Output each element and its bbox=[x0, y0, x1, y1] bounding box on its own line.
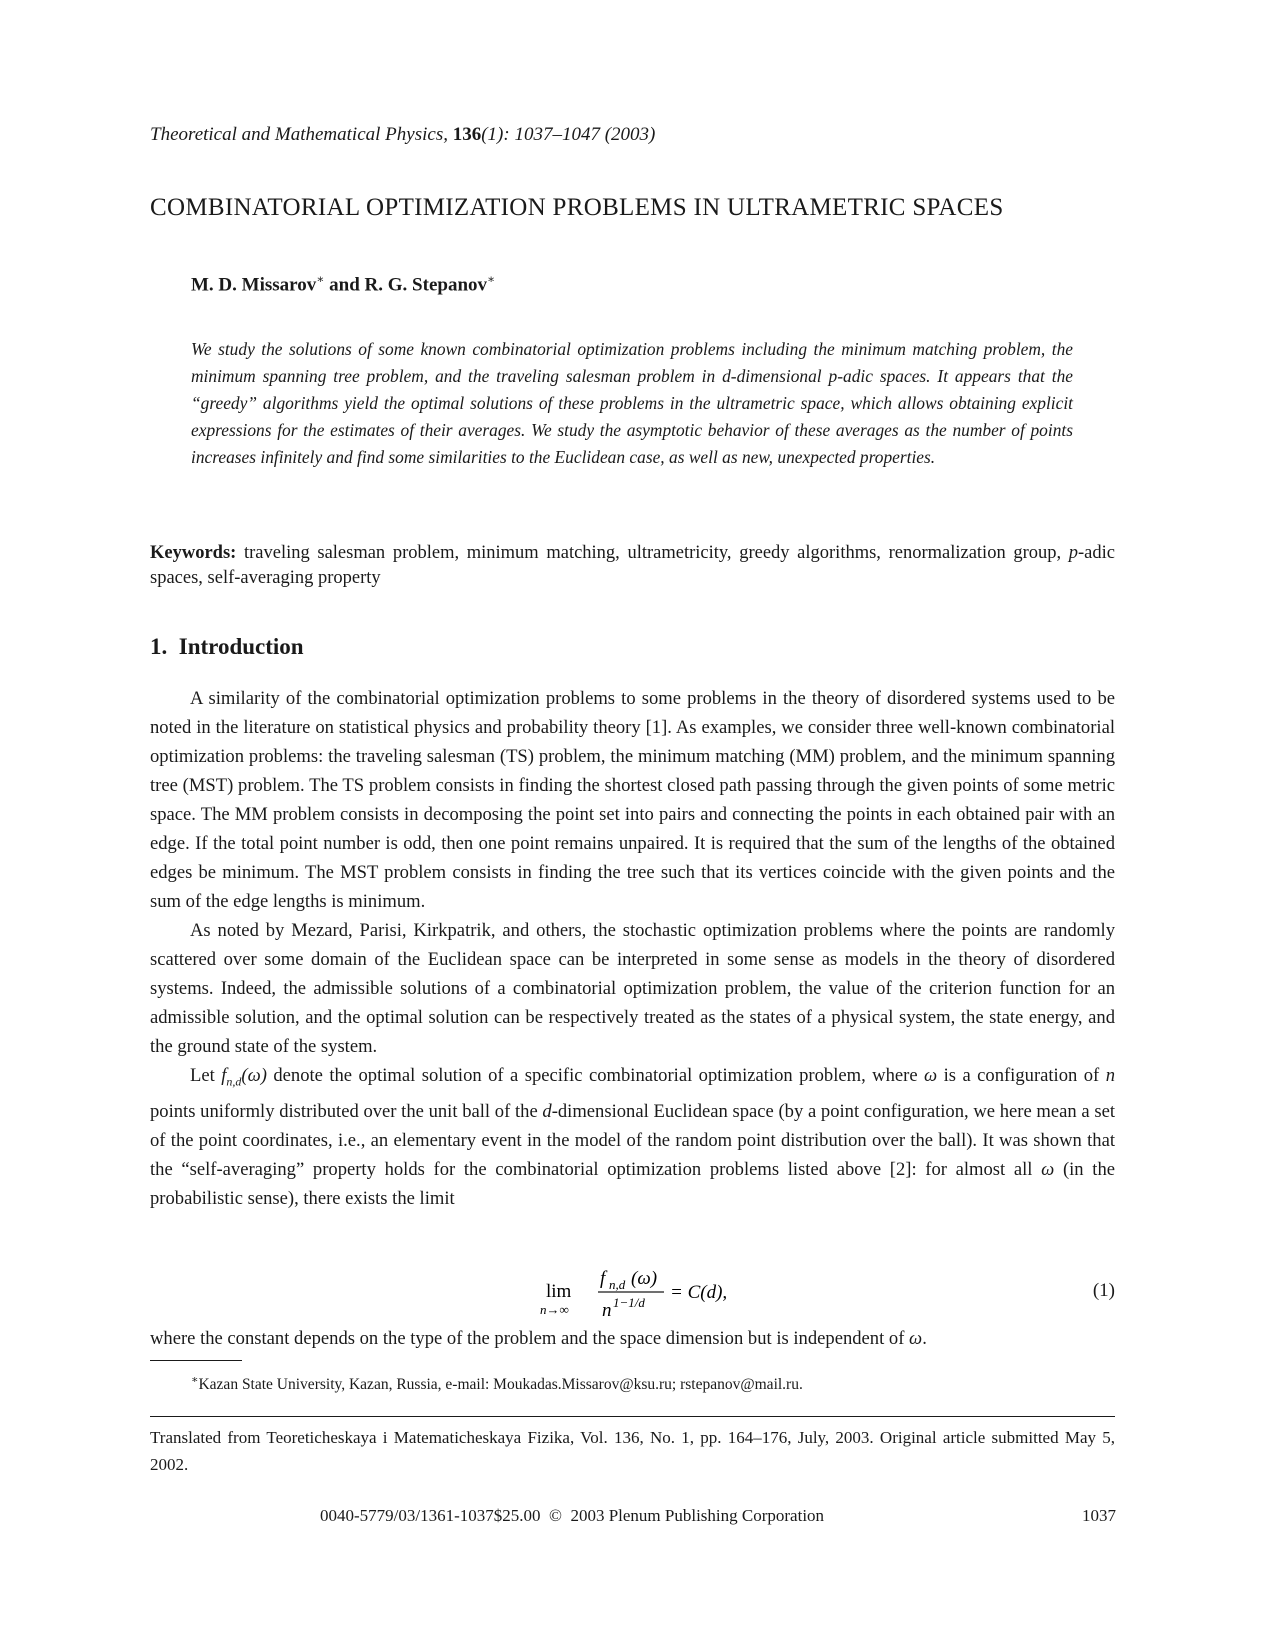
author-footnote-mark: ∗ bbox=[316, 272, 325, 286]
section-title: Introduction bbox=[178, 634, 304, 659]
page-number: 1037 bbox=[1082, 1506, 1116, 1525]
text: (in the probabilistic sense), there exists the limit bbox=[150, 1158, 1115, 1209]
eq-den-exp: 1−1/d bbox=[613, 1295, 645, 1310]
math-omega: ω bbox=[1041, 1158, 1055, 1180]
copyright-line bbox=[320, 1506, 824, 1526]
eq-lim: lim bbox=[546, 1281, 572, 1302]
math-omega: ω bbox=[924, 1065, 938, 1086]
after-equation-text bbox=[150, 1324, 1115, 1353]
journal-name: Theoretical and Mathematical Physics, bbox=[150, 124, 448, 145]
issn-code: 0040-5779/03/1361-1037$25.00 bbox=[320, 1506, 541, 1525]
text: -dimensional Euclidean space (by a point configuration, we here mean a set of the point coordinates, i.e., an elementary event in the model of the random point distribution over the ball). It was shown that the “self-averaging” property holds for the combinatorial optimization problems listed above [2]: for almost all bbox=[150, 1100, 1115, 1180]
text: denote the optimal solution of a specific combinatorial optimization problem, where bbox=[266, 1065, 925, 1086]
author-and: and bbox=[329, 274, 360, 296]
keywords-text: -adic spaces, self-averaging property bbox=[150, 543, 1115, 588]
math-omega: (ω) bbox=[241, 1065, 267, 1086]
paragraph bbox=[150, 1061, 1115, 1213]
math-d: d bbox=[722, 366, 731, 386]
text: Let bbox=[190, 1065, 222, 1086]
eq-lim-sub: n→∞ bbox=[540, 1302, 569, 1317]
author-1: M. D. Missarov bbox=[191, 274, 317, 296]
text: . bbox=[922, 1328, 927, 1349]
authors bbox=[191, 272, 495, 296]
math-omega: ω bbox=[909, 1328, 923, 1349]
math-d: d bbox=[542, 1100, 552, 1122]
text: points uniformly distributed over the unit ball of the bbox=[150, 1100, 543, 1122]
math-f: f bbox=[221, 1065, 227, 1086]
journal-volume: 136 bbox=[452, 124, 482, 145]
equation-1 bbox=[150, 1264, 1115, 1322]
abstract-text: We study the solutions of some known combinatorial optimization problems including the minimum matching problem, the minimum spanning tree problem, and the traveling salesman problem in bbox=[191, 339, 1073, 386]
paragraph: As noted by Mezard, Parisi, Kirkpatrik, and others, the stochastic optimization problems where the points are randomly scattered over some domain of the Euclidean space can be interpreted in some sense as models in the theory of disordered systems. Indeed, the admissible solutions of a combinatorial optimization problem, the value of the criterion function for an admissible solution, and the optimal solution can be respectively treated as the states of a physical system, the state energy, and the ground state of the system. bbox=[150, 920, 1115, 1057]
copyright-icon: © bbox=[549, 1506, 562, 1525]
text: is a configuration of bbox=[937, 1065, 1106, 1086]
publisher: 2003 Plenum Publishing Corporation bbox=[570, 1506, 825, 1525]
math-sub: n,d bbox=[226, 1074, 242, 1089]
footnote-text: Kazan State University, Kazan, Russia, e-mail: Moukadas.Missarov@ksu.ru; rstepanov@mail.ru. bbox=[198, 1376, 803, 1394]
journal-citation bbox=[150, 124, 655, 146]
author-2: R. G. Stepanov bbox=[364, 274, 488, 296]
author-footnote-mark: ∗ bbox=[487, 272, 496, 286]
footnote bbox=[191, 1373, 803, 1394]
keywords bbox=[150, 541, 1115, 591]
footnote-mark: ∗ bbox=[191, 1374, 199, 1386]
footnote-rule bbox=[150, 1360, 242, 1361]
article-title: COMBINATORIAL OPTIMIZATION PROBLEMS IN ULTRAMETRIC SPACES bbox=[150, 194, 1004, 221]
section-heading bbox=[150, 634, 304, 660]
abstract-text: -adic spaces. It appears that the “greedy” algorithms yield the optimal solutions of these problems in the ultrametric space, which allows obtaining explicit expressions for the estimates of their averages. We study the asymptotic behavior of these averages as the number of points increases infinitely and find some similarities to the Euclidean case, as well as new, unexpected properties. bbox=[191, 366, 1074, 467]
eq-num-arg: (ω) bbox=[631, 1268, 658, 1289]
equation-formula bbox=[540, 1264, 880, 1322]
keywords-text: traveling salesman problem, minimum matching, ultrametricity, greedy algorithms, renormalization group, bbox=[236, 543, 1069, 563]
eq-den-n: n bbox=[602, 1300, 612, 1321]
abstract bbox=[191, 336, 1073, 471]
eq-rhs: = C(d), bbox=[670, 1282, 728, 1303]
math-p: p bbox=[828, 366, 838, 386]
section-number: 1. bbox=[150, 634, 168, 659]
translation-note: Translated from Teoreticheskaya i Matematicheskaya Fizika, Vol. 136, No. 1, pp. 164–176, July, 2003. Original article submitted May 5, 2002. bbox=[150, 1428, 1115, 1474]
keywords-label: Keywords: bbox=[150, 543, 237, 563]
translation-rule bbox=[150, 1416, 1115, 1417]
abstract-text: -dimensional bbox=[730, 366, 829, 386]
text: where the constant depends on the type of the problem and the space dimension but is independent of bbox=[150, 1328, 910, 1349]
paragraph: A similarity of the combinatorial optimization problems to some problems in the theory of disordered systems used to be noted in the literature on statistical physics and probability theory [1]. As examples, we consider three well-known combinatorial optimization problems: the traveling salesman (TS) problem, the minimum matching (MM) problem, and the minimum spanning tree (MST) problem. The TS problem consists in finding the shortest closed path passing through the given points of some metric space. The MM problem consists in decomposing the point set into pairs and connecting the points in each obtained pair with an edge. If the total point number is odd, then one point remains unpaired. It is required that the sum of the lengths of the obtained edges be minimum. The MST problem consists in finding the tree such that its vertices coincide with the given points and the sum of the edge lengths is minimum. bbox=[150, 688, 1115, 912]
equation-number: (1) bbox=[1092, 1280, 1115, 1301]
math-n: n bbox=[1105, 1065, 1115, 1086]
eq-num-f: f bbox=[600, 1268, 606, 1289]
eq-num-sub: n,d bbox=[609, 1277, 626, 1292]
journal-issue-pages: (1): 1037–1047 (2003) bbox=[481, 124, 656, 145]
intro-body bbox=[150, 684, 1115, 1213]
math-p: p bbox=[1068, 543, 1079, 563]
